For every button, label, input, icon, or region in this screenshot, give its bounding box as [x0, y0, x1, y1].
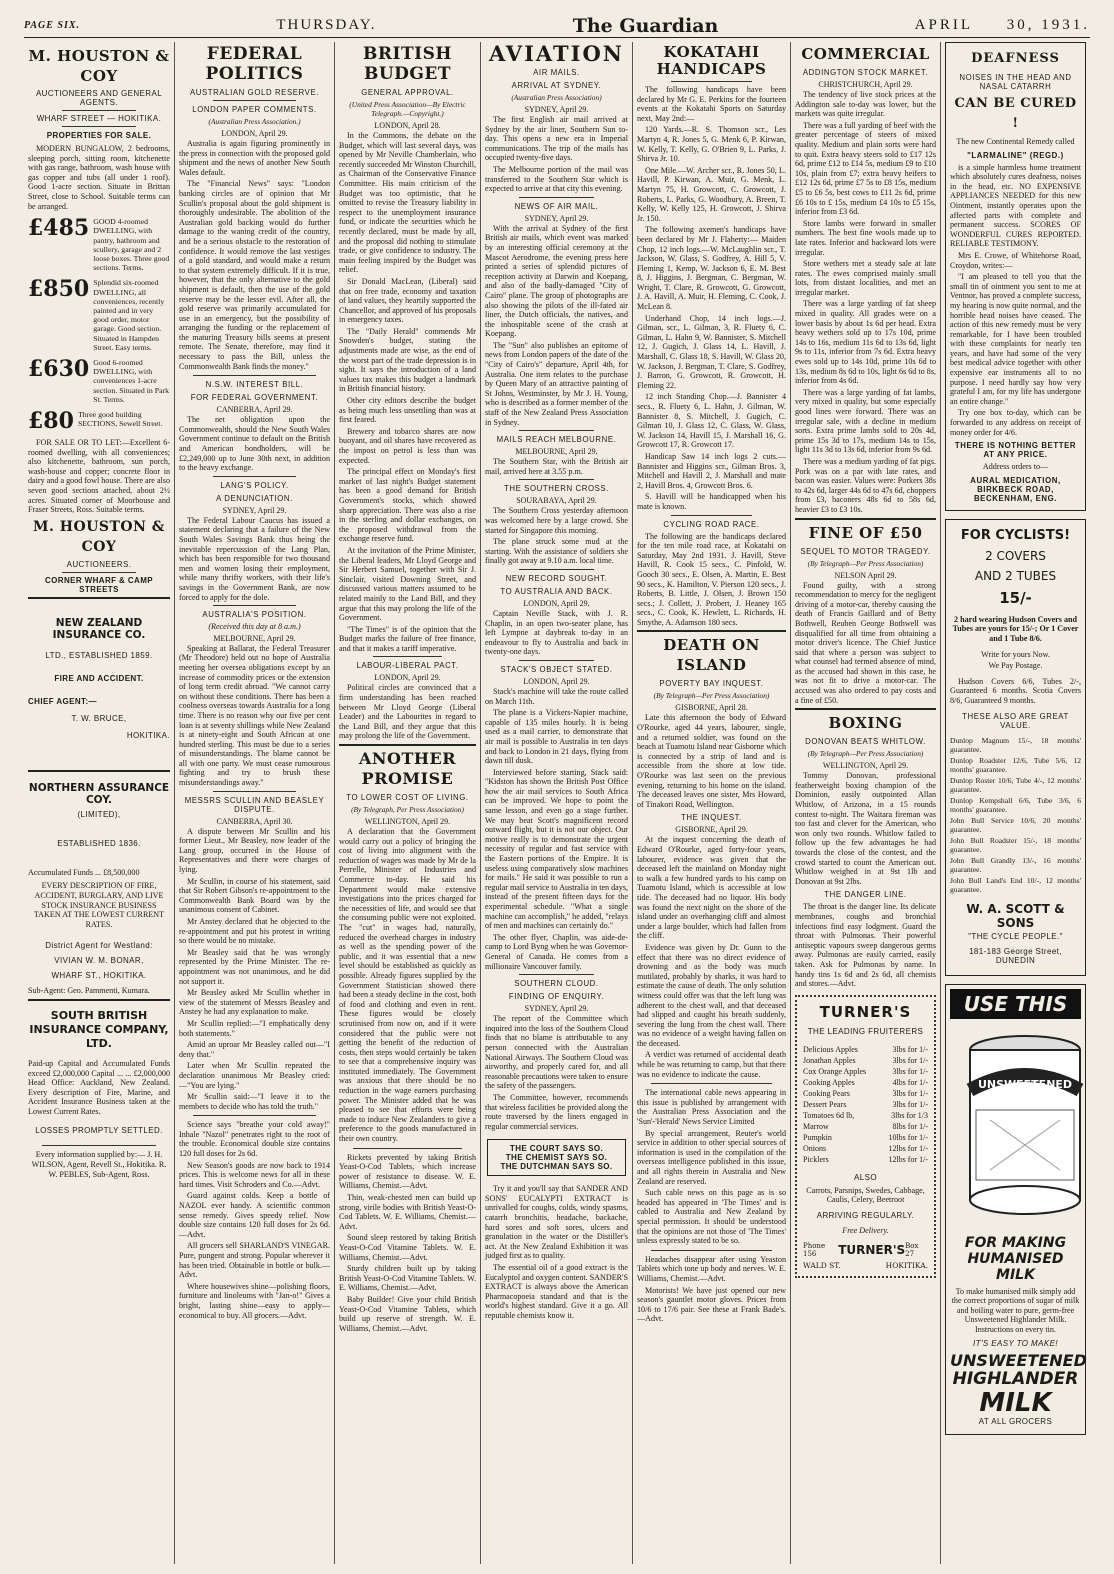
subhead-australia-and-back: TO AUSTRALIA AND BACK.	[500, 586, 613, 596]
british-budget-headline: BRITISH BUDGET	[363, 44, 452, 84]
south-british-desc: Paid-up Capital and Accumulated Funds exceed £2,000,000 Capital ... ... £2,000,000 Head Office: Auckland, New Zealand. Every description of Fire, Marine, and Accident Insurance Business taken at the Lowest Current Rates.	[28, 1058, 170, 1116]
advert-schroders: New Season's goods are now back to 1914 prices. This is welcome news for all in these hard times. Visit Schroders and Co.—Advt.	[179, 1160, 330, 1189]
column-commercial	[790, 42, 940, 1564]
paragraph: Hudson Covers 6/6, Tubes 2/-, Guaranteed 6 months. Scotia Covers 8/6, Guaranteed 9 months.	[950, 676, 1081, 705]
paragraph: One Mile.—W. Archer scr., R. Jones 50, L. Havill, P. Kirwan, A. Muir, G. Menk, L. Martyn 75, H. Growcott, C. Growcott, J. Roberts, L. Parks, G. Woodbury, A. Breen, T. Kelly, W. Kelly 125, H. Growcott, J. Shirva Jr. 150.	[637, 165, 786, 223]
nz-agent-name: T. W. BRUCE,	[71, 713, 127, 723]
boxing-headline: BOXING	[828, 714, 903, 733]
dateline: CHRISTCHURCH, April 29.	[818, 80, 913, 89]
advert-sanders: Try it and you'll say that SANDER AND SONS' EUCALYPTI EXTRACT is unrivalled for coughs, colds, windy spasms, catarrh bronchitis, headache, backache, hard sores and soft sores, ulcers and granulation in the water or the Distiller's act. At the New Zealand Exhibition it was judged first as to quality.	[485, 1184, 628, 1261]
subhead-addington: ADDINGTON STOCK MARKET.	[802, 68, 929, 77]
commercial-headline: COMMERCIAL	[801, 45, 930, 63]
northern-funds: Accumulated Funds ... £8,500,000	[28, 867, 140, 877]
subhead-motor-tragedy: SEQUEL TO MOTOR TRAGEDY.	[800, 546, 931, 556]
paragraph: Handicap Saw 14 inch logs 2 cuts.—Bannister and Higgins scr., Gilman Bros. 3, Mitchell and Havill 2, J. Marshall and mate 2, Havill Bros. 4, Growcott Bros. 6.	[637, 451, 786, 490]
tyre-item: Dunlop Magnum 15/-, 18 months' guarantee.	[950, 735, 1081, 754]
paragraph: The net obligation upon the Commonwealth, should the New South Wales Government continue to default on the British and American bondholders, will be £2,249,000 up to June 30th next, in addition to the heavy exchange.	[179, 415, 330, 473]
paragraph: The tendency of live stock prices at the Addington sale to-day was lower, but the markets was quite irregular.	[795, 90, 936, 119]
times-notice: Such cable news on this page as is so headed has appeared in 'The Times' and is cabled to Australia and New Zealand by special permission. It should be understood that the opinions are not those of 'The Times' unless expressly stated to be so.	[637, 1188, 786, 1246]
cyclists-covers: 2 COVERS	[985, 548, 1046, 563]
received-note: (Received this day at 8 a.m.)	[208, 622, 301, 632]
source-line: (By Telegraph, Per Press Association)	[351, 805, 464, 815]
subhead-finding-of-enquiry: FINDING OF ENQUIRY.	[508, 992, 605, 1002]
subhead-stacks-object: STACK'S OBJECT STATED.	[500, 664, 613, 674]
paragraph: Later when Mr Scullin repeated the declaration unanimous Mr Beasley cried:—"You are lying."	[179, 1061, 330, 1090]
can-be-cured: CAN BE CURED !	[954, 96, 1077, 131]
great-value: THESE ALSO ARE GREAT VALUE.	[962, 711, 1069, 730]
dateline: LONDON, April 29.	[523, 598, 590, 608]
advert-yeast-o-cod: Baby Builder! Give your child British Yeast-O-Cod Vitamine Tablets, which build up reserve of strength. W. E. Williams, Chemist.—Advt.	[339, 1294, 476, 1333]
paragraph: The plane is a Vickers-Napier machine, capable of 135 miles hourly. It is being used as a mail carrier, to demonstrate that air mail is possible to Australia in ten days and back to London in 21 days, flying from dawn till dusk.	[485, 708, 628, 766]
column-federal-politics	[174, 42, 334, 1564]
paragraph: The first English air mail arrived at Sydney by the air liner, Southern Sun to-day. This opens a new era in Imperial communications. The trip of the mails has occupied twenty-five days.	[485, 115, 628, 163]
paragraph: A dispute between Mr Scullin and his former Lieut., Mr Beasley, now leader of the Lang group, occurred in the House of Representatives and there were charges of lying.	[179, 826, 330, 875]
source-line: (By Telegraph—Per Press Association)	[807, 749, 924, 759]
paragraph: Mr Anstey declared that he objected to the re-appointment and put his protest in writing so there would be no mistake.	[179, 917, 330, 946]
advert-nazol: Science says "breathe your cold away!" Inhale "Nazol" penetrates right to the root of the trouble. Economical double size contains 120 full doses for 2s 6d.	[179, 1120, 330, 1159]
dateline: GISBORNE, April 29.	[675, 825, 748, 835]
subhead-cycling-road-race: CYCLING ROAD RACE.	[663, 519, 760, 529]
turners-address: WALD ST. HOKITIKA.	[803, 1260, 928, 1270]
subhead-southern-cloud: SOUTHERN CLOUD.	[514, 979, 599, 989]
dateline: SYDNEY, April 29.	[524, 105, 589, 114]
dateline: MELBOURNE, April 29.	[515, 447, 598, 457]
turners-footer: Phone 156 TURNER'S Box 27	[803, 1241, 919, 1258]
source-line: (Australian Press Association)	[511, 93, 602, 102]
at-all-grocers: AT ALL GROCERS	[978, 1416, 1053, 1426]
masthead	[24, 14, 1090, 38]
paragraph: The following handicaps have been declared by Mr G. E. Perkins for the fourteen events at the Kokatahi Sports on Saturday next, May 2nd:—	[637, 85, 786, 123]
subhead-nsw-interest: N.S.W. INTEREST BILL.	[205, 380, 304, 390]
nz-insurance-title: NEW ZEALAND INSURANCE CO.	[52, 616, 146, 641]
newspaper-title: The Guardian	[572, 14, 719, 37]
dateline: LONDON, April 29.	[374, 673, 441, 683]
tyre-item: John Bull Service 10/6, 20 months' guarantee.	[950, 815, 1081, 834]
fruit-row: Delicious Apples 3lbs for 1/-	[803, 1044, 928, 1054]
subhead-new-record: NEW RECORD SOUGHT.	[505, 573, 608, 583]
fruit-row: Picklers 12lbs for 1/-	[803, 1154, 928, 1164]
paragraph: S. Havill will be handicapped when his mate is known.	[637, 492, 786, 511]
paragraph: Mr Scullin said:—"I leave it to the members to decide who has told the truth."	[179, 1092, 330, 1111]
listing-80: £80 Three good building SECTIONS, Sewell Street.	[28, 408, 163, 435]
issue-date: APRIL 30, 1931.	[914, 17, 1090, 33]
advert-jano: Where housewives shine—polishing floors, furniture and linoleums with "Jan-o!" Gives a bright, lasting shine—easy to apply—economical to buy. All grocers.—Advt.	[179, 1281, 330, 1320]
paragraph: With the arrival at Sydney of the first British air mails, which event was marked by an interesting official ceremony at the Mascot Aerodrome, the evening press here printed a series of splendid pictures of reception activity at Darwin and Koepang, and also of the badly-damaged "City of Cairo" plane. The group of photographs are also showing the pilots of the ill-fated air liner, the Dutch officials, the natives, and the inhospitable scene of the crash at Koepang.	[485, 223, 628, 339]
dateline: SYDNEY, April 29.	[524, 213, 589, 223]
paragraph: The Southern Star, with the British air mail, arrived here at 3.55 p.m.	[485, 457, 628, 476]
paragraph: The Committee, however, recommends that wireless facilities be provided along the route traversed by the liners engaged in regular commercial services.	[485, 1092, 628, 1131]
paragraph: The Southern Cross yesterday afternoon was welcomed here by a large crowd. She started for Singapore this morning.	[485, 506, 628, 535]
northern-district: District Agent for Westland:	[45, 941, 153, 951]
subhead-danger-line: THE DANGER LINE.	[824, 890, 907, 900]
paragraph: Mr Scullin replied:—"I emphatically deny both statements."	[179, 1018, 330, 1038]
tyre-item: Dunlop Roadster 12/6, Tube 5/6, 12 months' guarantee.	[950, 755, 1081, 774]
subhead-poverty-bay: POVERTY BAY INQUEST.	[659, 679, 764, 689]
subhead-news-of-air-mail: NEWS OF AIR MAIL.	[514, 201, 599, 211]
source-line: (United Press Association—By Electric Telegraph.—Copyright.)	[349, 100, 466, 118]
subhead-cost-of-living: TO LOWER COST OF LIVING.	[346, 793, 469, 803]
properties-heading: PROPERTIES FOR SALE.	[46, 131, 152, 140]
dateline: SYDNEY, April 29.	[524, 1004, 589, 1014]
kokatahi-headline: KOKATAHI HANDICAPS	[656, 43, 767, 78]
paragraph: Address orders to—	[982, 462, 1049, 472]
northern-address: WHARF ST., HOKITIKA.	[51, 971, 147, 981]
northern-subagent: Sub-Agent: Geo. Pammenti, Kumara.	[28, 986, 150, 996]
source-line: (Australian Press Association.)	[208, 117, 301, 126]
tyre-item: John Bull Grandly 13/-, 16 months' guarantee.	[950, 855, 1081, 874]
paragraph: Captain Neville Stack, with J. R. Chaplin, in an open two-seater plane, has left Lympne at daybreak to-day in an endeavour to fly to Australia and back in twenty-one days.	[485, 608, 628, 657]
subhead-denunciation: A DENUNCIATION.	[216, 493, 293, 503]
south-british-title: SOUTH BRITISH INSURANCE COMPANY, LTD.	[29, 1008, 169, 1050]
highlander-milk-advert	[945, 984, 1086, 1435]
dateline: GISBORNE, April 28.	[675, 703, 748, 713]
fruit-row: Cox Orange Apples 3lbs for 1/-	[803, 1066, 928, 1076]
nz-insurance-fire: FIRE AND ACCIDENT.	[54, 673, 144, 683]
dateline: LONDON, April 28.	[374, 121, 441, 130]
brand-milk: MILK	[979, 1387, 1052, 1418]
sanders-box: THE COURT SAYS SO. THE CHEMIST SAYS SO. THE DUTCHMAN SAYS SO.	[487, 1139, 626, 1176]
reuters-notice: By special arrangement, Reuter's world service in addition to other special sources of information is used in the compilation of the overseas intelligence published in this issue, and all rights therein in Australia and New Zealand are reserved.	[637, 1128, 786, 1186]
fruit-row: Onions 12lbs for 1/-	[803, 1143, 928, 1153]
paragraph: 120 Yards.—R. S. Thomson scr., Les Martyn 4, R. Jones 5, G. Menk 6, P. Kirwan, W. Kelly, T. Kelly, G. O'Brien 9, L. Parks, J. Shirva Jr. 10.	[637, 125, 786, 164]
advert-frank-bade: Motorists! We have just opened our new season's gauntlet motor gloves. Prices from 10/6 to 17/6 pair. See these at Frank Bade's.—Advt.	[637, 1285, 786, 1324]
listing-630: £630 Good 6-roomed DWELLING, with conveniences 1-acre section. Situated in Park St. Terms.	[28, 356, 170, 404]
subhead-arrival-sydney: ARRIVAL AT SYDNEY.	[511, 81, 602, 90]
paragraph: A declaration that the Government would carry out a policy of bringing the cost of living into alignment with the reduction of wages was made by Mr de la Perrelle, Minister of Industries and Commerce to-day. He said his Department would make extensive investigations into the prices charged for the necessities of life, and would see that the consuming public were not exploited. The "cut" in wages had, naturally, reduced the overhead charges in industry as well as the spending power of the public, and it was essential that a new level should be established as quickly as possible. Already figures supplied by the Government Statistician showed there had been a steady decline in the cost, both of food and clothing and even in rent. These figures would be closely scrutinised from now on, and if it were considered that the public were not getting the benefit of the reduction of costs, then steps would certainly be taken to see that a comprehensive inquiry was instituted immediately. The Government was anxious that there should be no reduction in the wage earners purchasing power. The Minister added that he was pleased to see that efforts were being made to induce New Zealanders to give a preference to the goods manufactured in their own country.	[339, 827, 476, 1144]
paragraph: is a simple harmless home treatment which absolutely cures deafness, noises in the head, etc. NO EXPENSIVE APPLIANCES NEEDED for this new Ointment, instantly operates upon the affected parts with complete and permanent success. SCORES OF WONDERFUL CURES REPORTED. RELIABLE TESTIMONY.	[950, 162, 1081, 249]
aural-medication: AURAL MEDICATION, BIRKBECK ROAD, BECKENHAM, ENG.	[970, 475, 1061, 503]
larmaline: "LARMALINE" (REGD.)	[967, 150, 1064, 160]
paragraph: The plane struck some mud at the starting. With the assistance of soldiers she finally got away at 9.10 a.m. local time.	[485, 537, 628, 566]
dateline: WELLINGTON, April 29.	[822, 761, 909, 771]
turners-title: TURNER'S	[819, 1002, 912, 1021]
advert-nazol-2: Guard against colds. Keep a bottle of NAZOL ever handy. A scientific common sense remedy. Gives speedy relief. Now double size contains 120 full doses for 2s 6d.—Advt.	[179, 1191, 330, 1239]
use-this-banner: USE THIS	[950, 989, 1081, 1019]
fruit-price-list	[803, 1044, 928, 1165]
northern-assurance-ltd: (LIMITED),	[77, 809, 121, 819]
fine-headline: FINE OF £50	[808, 523, 923, 542]
subhead-labour-liberal: LABOUR-LIBERAL PACT.	[356, 661, 459, 671]
fruit-row: Marrow 8lbs for 1/-	[803, 1121, 928, 1131]
fruit-row: Cooking Apples 4lbs for 1/-	[803, 1077, 928, 1087]
advert-sanders-2: The essential oil of a good extract is the Eucalyptol and oxygen content. SANDER'S EXTRACT is always above the American Pharmacopoeia standard and that is the world's highest standard. Give it a go. All reputable chemists know it.	[485, 1263, 628, 1320]
northern-assurance-title: NORTHERN ASSURANCE COY.	[28, 781, 170, 806]
column-ads-right	[940, 42, 1090, 1564]
paragraph: In the Commons, the debate on the Budget, which will last several days, was opened by Mr Neville Chamberlain, who recently succeeded Mr Winston Churchill, as Chairman of the Conservative Finance Committee. His main criticism of the Budget was too optimistic, that he omitted to revise the Treasury liability in respect to the unemployment insurance fund, or indicate the securities which he recently declared, must be made by all, and the proposal did nothing to stimulate trade, or give confidence to industry. The main feeling inspired by the Budget was relief.	[339, 131, 476, 275]
testimonial: "I am pleased to tell you that the small tin of ointment you sent to me at Ventnor, has proved a complete success, my hearing is now quite normal, and the horrible head noises have ceased. The action of this new remedy must be very remarkable, for I have been troubled with these complaints for nearly ten years, and have had some of the very best medical advice together with other expensive ear instruments all to no purpose. I need hardly say how very grateful I am, for my life has undergone an entire change."	[950, 272, 1081, 406]
fruit-row: Dessert Pears 3lbs for 1/-	[803, 1099, 928, 1109]
source-line: (By Telegraph—Per Press Association)	[807, 558, 924, 568]
south-british-info: Every information supplied by:— J. H. WILSON, Agent, Revell St., Hokitika. R. W. PEBLES, Sub-Agent, Ross.	[31, 1150, 167, 1179]
federal-politics-headline: FEDERAL POLITICS	[205, 44, 304, 84]
paragraph: The "Financial News" says: "London banking circles are of opinion that Mr Scullin's proposal about the gold shipment is thoroughly undesirable. The abolition of the Australian gold backing would do further damage to the waning credit of the country, and be a serious obstacle to the restoration of confidence. It would remove the last vestiges of a gold standard, and would make a return to that system extremely difficult. If it is true, however, that the only alternative to the gold shipment is default, then the use of the gold reserve may be the lesser evil. After all, the gold reserve was primarily accumulated for use in an emergency, but the possibility of arranging the funding or the replacement of the maturing Treasury bills seems at present remote. The Senate, therefore, may find it necessary to pass the Bill, unless the Commonwealth Bank finds the money."	[179, 179, 330, 371]
paragraph: A verdict was returned of accidental death while he was returning to camp, but that there was no evidence to indicate the cause.	[637, 1050, 786, 1079]
cable-notice: The international cable news appearing in this issue is published by arrangement with the Australian Press Association and the 'Sun'-'Herald' News Service Limited	[637, 1088, 786, 1127]
subhead-donovan: DONOVAN BEATS WHITLOW.	[805, 737, 926, 747]
paragraph: Late this afternoon the body of Edward O'Rourke, aged 44 years, labourer, single, and a returned soldier, was found on the beach at Tuamotu Island near Gisborne which is connected by a strip of land and is accessible from the shore at low tide. O'Rourke was last seen on the previous evening, returning to his home on the island. The deceased leaves one sister, Mrs Howard, of Tinakori Road, Wellington.	[637, 713, 786, 809]
column-ads-left	[24, 42, 174, 1564]
subhead-scullin-beasley: MESSRS SCULLIN AND BEASLEY DISPUTE.	[184, 795, 325, 814]
subhead-langs-policy: LANG'S POLICY.	[220, 480, 289, 490]
paragraph: Speaking at Ballarat, the Federal Treasurer (Mr Theodore) held out no hope of Australia meeting her oversea obligations except by an increase of commodity prices or the extension of long term credit abroad. "We cannot carry on without these conditions. There has been a coolness overseas towards Australia for a long time. There is no reason why our five per cent loan is at seventy shillings while New Zealand is at ninety-eight and South African at one hundred sterling. This must be due to a series of misunderstandings. The blame cannot be all with one party. We must cease rumourous fighting and try to brush these misunderstandings away."	[179, 643, 330, 788]
making-desc: To make humanised milk simply add the correct proportions of sugar of milk and boiling water to pure, germ-free Unsweetened Highlander Milk. Instructions on every tin.	[951, 1286, 1080, 1334]
tyre-list	[950, 736, 1081, 894]
dateline: MELBOURNE, April 29.	[213, 633, 296, 643]
easy-to-make: IT'S EASY TO MAKE!	[973, 1338, 1058, 1348]
dateline: WELLINGTON, April 29.	[364, 817, 451, 827]
another-promise-headline: ANOTHER PROMISE	[359, 749, 456, 789]
paragraph: Interviewed before starting, Stack said: "Kidston has shown the British Post Office how the air mail services to South Africa can be improved. We hope to point the same lesson, and even go a stage further. We may beat Scott's magnificent record outward flight, but it is not our object. Our motive really is to demonstrate the urgent necessity of regular and fast service with the Eastern portions of the Empire. It is useless using comparatively slow machines for mails." He said it was possible to run a regular mail service to Australia in ten days, instead of the present fifteen days for the experimental schedule. "What a single machine can accomplish," he added, "relays of men and machines can certainly do."	[485, 767, 628, 931]
subhead-general-approval: GENERAL APPROVAL.	[361, 88, 454, 97]
nz-insurance-est: LTD., ESTABLISHED 1859.	[45, 650, 153, 660]
fruit-row: Tomatoes 6d lb, 3lbs for 1/3	[803, 1110, 928, 1120]
houston-sub: AUCTIONEERS AND GENERAL AGENTS.	[35, 89, 163, 107]
paragraph: Mr Beasley said that he was wrongly represented by the Prime Minister. The re-appointment was not unanimous, and he did not support it.	[179, 947, 330, 986]
advert-yeast-o-cod: Sound sleep restored by taking British Yeast-O-Cod Vitamine Tablets. W. E. Williams, Chemist.—Advt.	[339, 1233, 476, 1262]
paragraph: Underhand Chop, 14 inch logs.—J. Gilman, scr., L. Gilman, 3, R. Fluety 6, C. Gilman, L. Hahn 9, W. Bannister, S. Mitchell 12, J. Gugich, J. Glass 14, L. Havill, J. Marshall, C. Glass 18, S. Havill, W. Glass 20, W. Jackson, J. Bergman, T. Clare, S. Godfrey, J. Barron, G. Growcott, R. Growcott, H. Fleming 22.	[637, 313, 786, 390]
paragraph: The "Sun" also publishes an epitome of news from London papers of the date of the "City of Cairo's" departure, April 4th, for Australia. One item relates to the purchase by Queen Mary of an attractive painting of St Johns, Westminster, by Mr J. H. Young, who is described as a former member of the staff of the New Zealand Press Association in Sydney.	[485, 340, 628, 427]
deafness-title: DEAFNESS	[971, 51, 1060, 66]
turners-arriving: ARRIVING REGULARLY.	[816, 1210, 915, 1220]
paragraph: The following are the handicaps declared for the ten mile road race, at Kokatahi on Saturday, May 2nd 1931. J. Havill, Steve Havill, R. Cook 15 secs., C. Pinfold, W. Gooch 30 secs., E. Olsen, A. Martin, E. Best 90 secs., K. Hamilton, V. Pierson 120 secs., J. Roberts, B. Little, J. Olsen, J. Brown 150 secs.; J. Collett, J. Probert, J. Heaney 165 secs., C. Cook, K. Hewlett, L. Richards, H. Smythe, A. Adamson 180 secs.	[637, 531, 786, 627]
fruit-row: Cooking Pears 3lbs for 1/-	[803, 1088, 928, 1098]
advert-sharlands: All grocers sell SHARLAND'S VINEGAR. Pure, pungent and strong. Popular wherever it has been tried. Obtainable in bottle or bulk.—Advt.	[179, 1241, 330, 1280]
scott-sub: "THE CYCLE PEOPLE."	[968, 931, 1063, 941]
advert-yeast-o-cod: Rickets prevented by taking British Yeast-O-Cod Tablets, which increase power of resistance to disease. W. E. Williams, Chemist.—Advt.	[339, 1152, 476, 1191]
deafness-advert	[945, 42, 1086, 511]
paragraph: There was a medium yarding of fat pigs. Pork was on a par with late rates, and bacon was easier. Values were: Porkers 38s to 42s 6d, larger 44s 6d to 47s 6d, choppers from £3, baconers 48s 6d to 58s 6d, heavier £3 to £3 10s.	[795, 456, 936, 514]
paragraph: At the inquest concerning the death of Edward O'Rourke, aged forty-four years, labourer, evidence was given that the deceased left the mainland on Monday night to walk a few hundred yards to his camp on Tuamotu Island, which is accessible at low tide. The deceased had no liquor. His body was found the next night on the shore of the island under an overhanging cliff and almost under a large boulder, which had fallen from the cliff.	[637, 835, 786, 941]
dateline: SYDNEY, April 29.	[222, 505, 287, 515]
paragraph: There was a large yarding of fat lambs, very mixed in quality, but some especially good lines were forward. There was an irregular sale, with a decline in medium sorts. Extra prime lambs sold to 20s 4d, prime 15s 3d to 17s, medium 14s to 15s, light 11s 3d to 13s 6d, inferior from 9s 6d.	[795, 387, 936, 455]
paragraph: Found guilty, with a strong recommendation to mercy for the negligent driving of a motor-car, thereby causing the death of Francis Gaillard and of Betty Bothwell, Reuben George Bothwell was disqualified for all time from obtaining a motor driver's licence. The Chief Justice said that where a person was subject to what counsel had termed absence of mind, as the accused had shown in this case, he was not fit to drive a motor-car. The accused was also ordered to pay costs and a fine of £50.	[795, 580, 936, 705]
northern-agent: VIVIAN W. M. BONAR,	[54, 956, 144, 966]
tyre-item: John Bull Roadster 15/-, 18 months' guarantee.	[950, 835, 1081, 854]
paragraph: The principal effect on Monday's first market of last night's Budget statement has been a good demand for British Government's stocks, which showed sharp appreciation. There was also a rise in the sterling and dollar exchanges, on the proposed withdrawal from the exchange reserve fund.	[339, 467, 476, 544]
paragraph: Brewery and tobacco shares are now buoyant, and oil shares have recovered as the impost on petrol is less than was expected.	[339, 426, 476, 465]
paragraph: The Melbourne portion of the mail was transferred to the Southern Star which is expected to arrive at that city this evening.	[485, 164, 628, 194]
houston-title: M. HOUSTON & COY	[28, 47, 170, 85]
advert-pulmonas: The throat is the danger line. Its delicate membranes, coughs and bronchial infections find easy lodgment. Guard the throat with Pulmonas. Their powerful antiseptic vapours sweep dangerous germs away. Pulmonas are easily carried, easily taken. Ask for Pulmonas by name. In handy tins 1s 6d and 2s 6d, all chemists and stores.—Advt.	[795, 902, 936, 989]
dateline: CANBERRA, April 29.	[216, 405, 293, 415]
cyclists-tubes: AND 2 TUBES	[974, 568, 1057, 583]
cyclists-title: FOR CYCLISTS!	[960, 527, 1071, 543]
cyclists-write: Write for yours Now.	[981, 649, 1050, 659]
paragraph: At the invitation of the Prime Minister, the Liberal leaders, Mr Lloyd George and Sir Herbert Samuel, together with Sir J. Sinclair, visited Downing Street, and discussed various matters assumed to be related mainly to the Land Bill, and they argue that this may prolong the life of the Government.	[339, 545, 476, 623]
paragraph: Stack's machine will take the route called on March 11th.	[485, 686, 628, 706]
advert-yeast-o-cod: Thin, weak-chested men can build up strong, virile bodies with British Yeast-O-Cod Tablets. W. E. Williams, Chemist.—Advt.	[339, 1193, 476, 1231]
subhead-southern-cross: THE SOUTHERN CROSS.	[504, 484, 609, 494]
weekday: THURSDAY.	[276, 17, 377, 33]
subhead-london-paper: LONDON PAPER COMMENTS.	[192, 105, 317, 114]
source-line: (By Telegraph—Per Press Association)	[653, 691, 770, 701]
scott-address: 181-183 George Street, DUNEDIN	[969, 946, 1062, 965]
page-number: PAGE SIX.	[24, 20, 81, 31]
paragraph: Political circles are convinced that a firm understanding has been reached between Mr Lloyd George (Liberal Leader) and the Labourites in regard to the Land Bill, and they argue that this may prolong the life of the Government.	[339, 683, 476, 741]
subhead-australias-position: AUSTRALIA'S POSITION.	[202, 610, 307, 620]
dateline: NELSON April 29.	[834, 570, 897, 580]
tyre-item: Dunlop Roster 10/6, Tube 4/-, 12 months' guarantee.	[950, 775, 1081, 794]
paragraph: The "Daily Herald" commends Mr Snowden's budget, stating the adjustments made are wise, as the end of the worst part of the trade depression is in sight. It says the introduction of a land values tax makes this budget a landmark in British financial history.	[339, 326, 476, 394]
cyclists-postage: We Pay Postage.	[988, 661, 1043, 671]
northern-desc: EVERY DESCRIPTION OF FIRE, ACCIDENT, BURGLARY, AND LIVE STOCK INSURANCE BUSINESS TAKEN AT THE LOWEST CURRENT RATES.	[33, 881, 165, 929]
paragraph: Mr Beasley asked Mr Scullin whether in view of the statement of Messrs Beasley and Anstey he had any explanation to make.	[179, 988, 330, 1017]
dateline: LONDON, April 29.	[221, 129, 288, 138]
paragraph: Sir Donald MacLean, (Liberal) said that on free trade, economy and taxation of land values, they heartily supported the Chancellor, and approved of his proposals in emergency taxes.	[339, 276, 476, 325]
brand-highlander: HIGHLANDER	[952, 1368, 1079, 1389]
paragraph: Amid an uproar Mr Beasley called out—"I deny that."	[179, 1040, 330, 1059]
houston2-title: M. HOUSTON & COY	[33, 518, 165, 555]
turners-advert	[795, 995, 936, 1278]
south-british-losses: LOSSES PROMPTLY SETTLED.	[35, 1126, 163, 1136]
tyre-item: Dunlop Kempshall 6/6, Tube 3/6, 6 months' guarantee.	[950, 795, 1081, 814]
dateline: CANBERRA, April 30.	[216, 816, 293, 826]
subhead-gold-reserve: AUSTRALIAN GOLD RESERVE.	[189, 88, 320, 97]
paragraph: Store wethers met a steady sale at late rates. The ewes comprised mainly small lots, from distant localities, and met an irregular market.	[795, 259, 936, 297]
paragraph: There was a full yarding of beef with the greater percentage of steers of mixed quality. Medium and plain sorts were hard to quit. Extra heavy steers sold to £17 12s 6d, prime £12 to £14 5s, medium £9 to £10 10s, plain from £7; extra heavy heifers to £12 12s 6d, prime £7 5s to £8 15s, medium £5 to £6 5s, best cows to £11 2s 6d, prime £6 10s to £ 15s, medium £4 10s to £5 15s, inferior from £3 6d.	[795, 120, 936, 217]
advert-yeaston: Headaches disappear after using Yeaston Tablets which tone up body and nerves. W. E. Williams, Chemist.—Advt.	[637, 1254, 786, 1283]
nz-agent-town: HOKITIKA.	[126, 730, 170, 740]
paragraph: Other city editors describe the budget as being much less unsettling than was at first feared.	[339, 396, 476, 425]
paragraph: Tommy Donovan, professional featherweight boxing champion of the Dominion, easily outpointed Allan Whitlow, of Arizona, in a 15 rounds contest to-night. The Waitara fireman was too fast and clever for the American, who won only two rounds. Whitlow failed to follow up the few advantages he had towards the close of the contest, and the crowd started to count the American out. Whitlow weighed in at 9st 1lb and Donovan at 9st 2lbs.	[795, 771, 936, 886]
cyclists-price: 15/-	[999, 588, 1032, 607]
turners-sub: THE LEADING FRUITERERS	[807, 1026, 924, 1036]
cyclists-advert	[945, 519, 1086, 976]
turners-delivery: Free Delivery.	[842, 1225, 889, 1235]
column-british-budget	[334, 42, 480, 1564]
death-on-island-headline: DEATH ON ISLAND	[663, 636, 760, 675]
dateline: LONDON, April 29.	[523, 676, 590, 686]
sale-or-let-listing: FOR SALE OR TO LET:—Excellent 6-roomed dwelling, with all conveniences; also kitchenette, bathroom, sun porch, wash-house and copper; concrete floor in dairy and a good fowl house. There are also seven good sections attached, about 2½ acres. Situated corner of Moorhouse and Fraser Streets, Ross. Suitable terms.	[28, 438, 170, 515]
advert-yeast-o-cod: Sturdy children built up by taking British Yeast-O-Cod Vitamine Tablets. W. E. Williams, Chemist.—Advt.	[339, 1264, 476, 1293]
milk-tin-icon	[950, 1025, 1090, 1225]
svg-text:UNSWEETENED: UNSWEETENED	[977, 1077, 1073, 1091]
fruit-row: Jonathan Apples 3lbs for 1/-	[803, 1055, 928, 1065]
paragraph: There was a large yarding of fat sheep mixed in quality. All grades were on a lower basis by about 1s 6d per head. Extra heavy wethers sold up to 17s 10d, prime 14s to 16s, medium 11s 6d to 13s 6d, light 9s to 11s, inferior from 7s 6d. Extra heavy ewes sold up to 14s 10d, prime 10s 6d to 13s, medium 8s 6d to 10s, light 6s 6d to 8s, inferior from 4s 6d.	[795, 299, 936, 386]
northern-assurance-est: ESTABLISHED 1836.	[57, 838, 141, 848]
dateline: SOURABAYA, April 29.	[516, 496, 597, 506]
listing-850: £850 Splendid six-roomed DWELLING, all conveniences, recently painted and in very good order, motor garage. Good section. Situated in Hampden Street. Easy terms.	[28, 276, 165, 352]
tyre-item: John Bull Land's End 10/-, 12 months' guarantee.	[950, 875, 1081, 894]
paragraph: The following axemen's handicaps have been declared by Mr J. Flaherty:— Maiden Chop, 12 inch logs.—W. McLaughlin scr., T. Jackson, W. Glass, S. Godfrey, A. Hill 5, V. Fleming 1, Kemp, W. Jackson 6, E. M. Best 8, J. Higgins, J. Bergman, C. Bergman, W. Wright, T. Clare, R. Growcott, G. Growcott, J. A. Havill, A. Muir, H. Fleming, C. Cook, J. McLean 8.	[637, 225, 786, 312]
fruit-row: Pumpkin 10lbs for 1/-	[803, 1132, 928, 1142]
subhead-mails-melbourne: MAILS REACH MELBOURNE.	[496, 435, 617, 445]
paragraph: The new Continental Remedy called	[956, 137, 1075, 146]
subhead-the-inquest: THE INQUEST.	[681, 813, 742, 823]
scott-title: W. A. SCOTT & SONS	[966, 901, 1065, 930]
nz-agent-label: CHIEF AGENT:—	[28, 696, 97, 706]
houston-address: WHARF STREET — HOKITIKA.	[36, 114, 162, 123]
paragraph: The other flyer, Chaplin, was aide-de-camp to Lord Byng when he was Governor-General of Canada. He comes from a millionaire Vancouver family.	[485, 932, 628, 971]
paragraph: Mrs E. Crowe, of Whitehorse Road, Croydon, writes:—	[950, 250, 1081, 270]
houston2-sub: AUCTIONEERS.	[66, 559, 132, 569]
column-aviation	[480, 42, 632, 1564]
nothing-better: THERE IS NOTHING BETTER AT ANY PRICE.	[954, 441, 1077, 460]
listing-485: £485 GOOD 4-roomed DWELLING, with pantry, bathroom and scullery, garage and 2 loose boxes. Three good sections. Terms.	[28, 215, 170, 273]
paragraph: Australia is again figuring prominently in the press in connection with the proposed gold shipment and the news of another New South Wales default.	[179, 139, 330, 177]
paragraph: Store lambs were forward in smaller numbers. The best fine wools made up to late rates. Inferior and backward lots were irregular.	[795, 218, 936, 257]
column-kokatahi	[632, 42, 790, 1564]
deafness-sub: NOISES IN THE HEAD AND NASAL CATARRH	[959, 73, 1072, 91]
cyclists-desc: 2 hard wearing Hudson Covers and Tubes are yours for 15/-; Or 1 Cover and 1 Tube 8/6.	[952, 614, 1079, 643]
turners-also-desc: Carrots, Parsnips, Swedes, Cabbage, Caulis, Celery, Beetroot	[806, 1185, 925, 1205]
subhead-federal-govt: FOR FEDERAL GOVERNMENT.	[190, 393, 319, 403]
brand-unsweetened: UNSWEETENED	[950, 1350, 1087, 1370]
turners-also: ALSO	[854, 1172, 877, 1182]
paragraph: Try one box to-day, which can be forwarded to any address on receipt of money order for 4/6.	[950, 408, 1081, 437]
paragraph: Mr Scullin, in course of his statement, said that Sir Robert Gibson's re-appointment to the Commonwealth Bank Board was by the unanimous consent of Cabinet.	[179, 876, 330, 915]
paragraph: 12 inch Standing Chop.—J. Bannister 4 secs., R. Fluety 6, L. Hahn, J. Gilman, W. Bannister 8, S. Mitchell, J. Gugich, C. Gilman 10, J. Glass 12, C. Glass, W. Glass, W. Jackson 14, Havill 15, J. Marshall 16, G. Growcott 17, R. Growcott 17.	[637, 392, 786, 450]
paragraph: The Federal Labour Caucus has issued a statement declaring that a failure of the New South Wales Savings Bank thus being the inevitable repercussion of the Lang Plan, which has been responsible for two thousand men and women losing their employment, while many thrifty workers, with their life's savings in the Government Bank, are now forced to apply for the dole.	[179, 515, 330, 602]
bungalow-listing: MODERN BUNGALOW, 2 bedrooms, sleeping porch, sitting room, kitchenette with gas range, bathroom, wash house with gas copper and tubs (all under 1 roof). Good 1-acre section. Situate in Brittan Street, close to School. Suitable terms can be arranged.	[28, 144, 170, 211]
for-making-title: FOR MAKING HUMANISED MILK	[964, 1234, 1067, 1283]
paragraph: "The Times" is of the opinion that the Budget marks the failure of free finance, and that it makes a tariff imperative.	[339, 624, 476, 653]
paragraph: The report of the Committee which inquired into the loss of the Southern Cloud finds that no blame is attributable to any person connected with the Australian National Airways. The Southern Cloud was airworthy, and properly cared for, and all reasonable precautions were taken to ensure the safety of the passengers.	[485, 1014, 628, 1091]
houston2-address: CORNER WHARF & CAMP STREETS	[44, 575, 154, 594]
paragraph: Evidence was given by Dr. Gunn to the effect that there was no direct evidence of drowning and as the body was much mutilated, probably by sharks, it was hard to estimate the cause of death. The only solution witness could offer was that the left lung was adherent to the chest wall, and that deceased had slipped and caught his breath suddenly, severing the lung from the chest wall. There was no evidence of a weight having fallen on the deceased.	[637, 942, 786, 1048]
subhead-air-mails: AIR MAILS.	[533, 68, 580, 77]
aviation-headline: AVIATION	[489, 42, 624, 66]
